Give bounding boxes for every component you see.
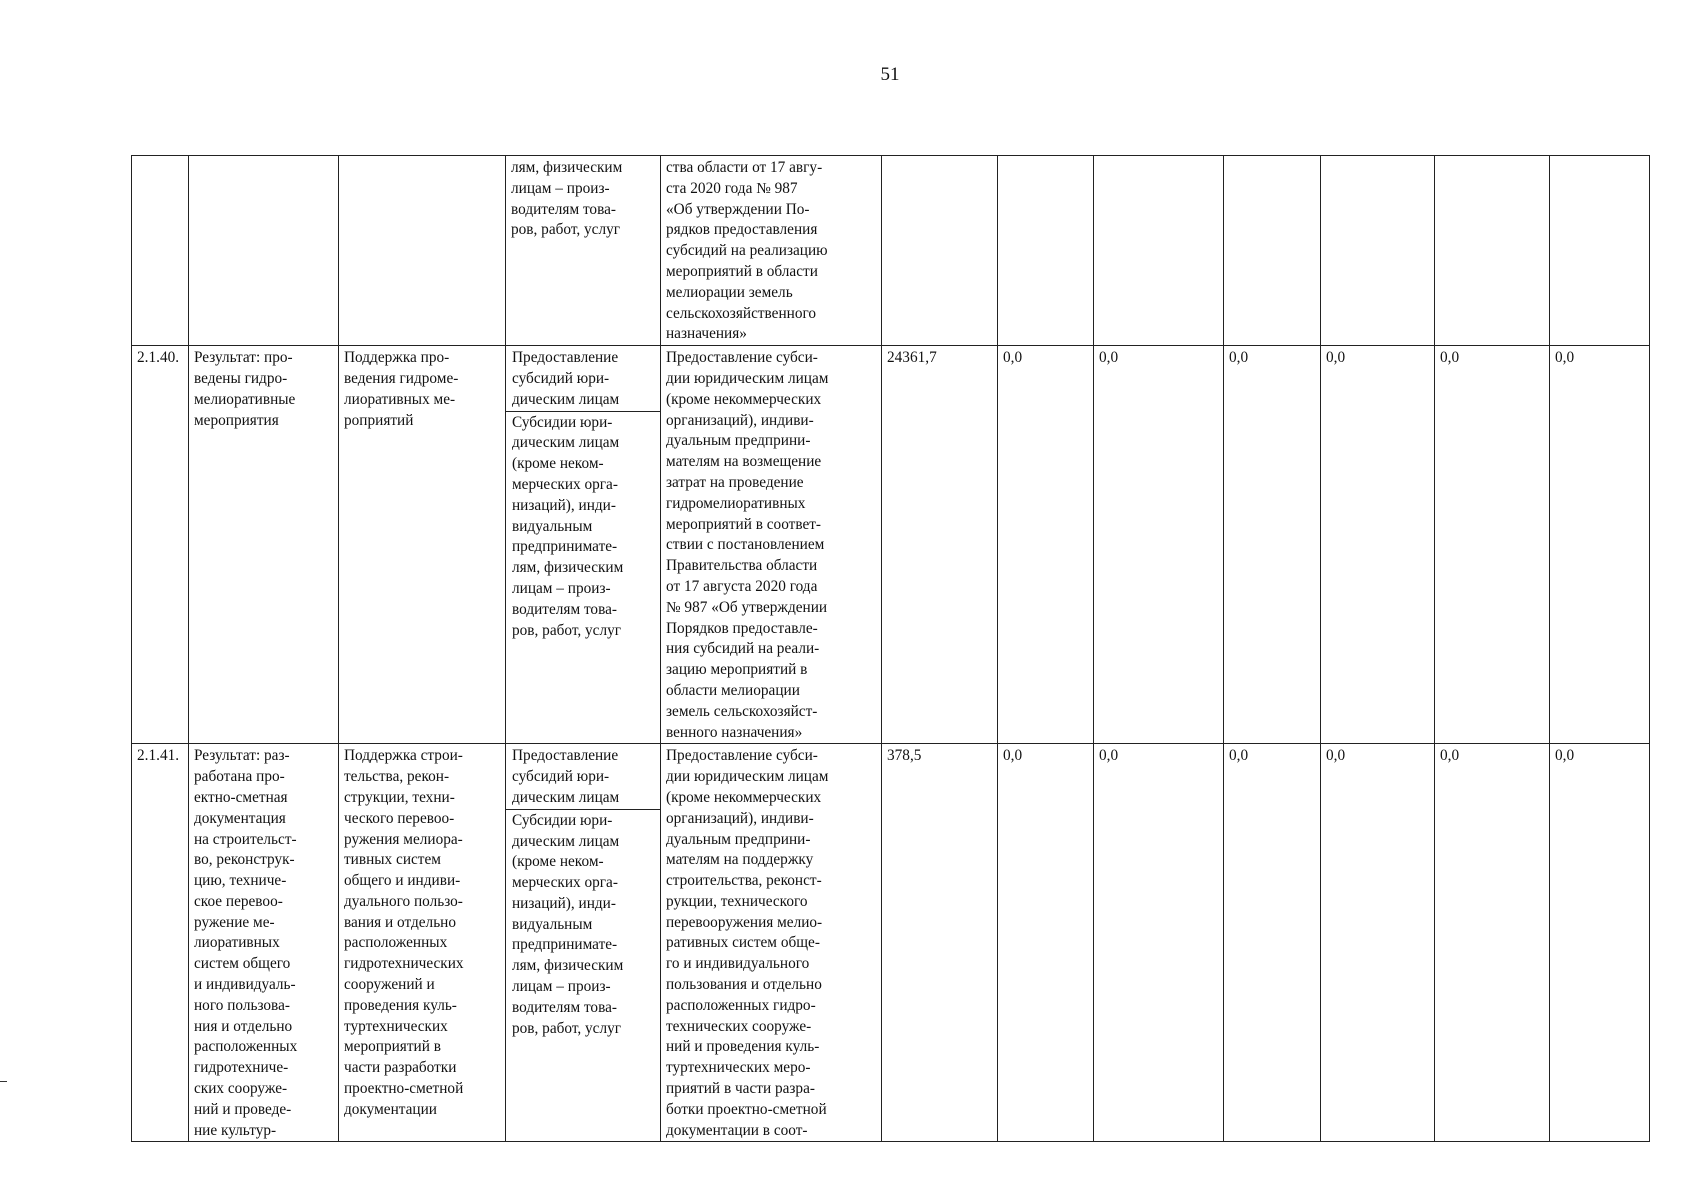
row-number: 2.1.40. — [132, 346, 189, 744]
row-number — [132, 156, 189, 346]
value-cell: 0,0 — [1550, 346, 1650, 744]
support-recipients: Субсидии юри- дическим лицам (кроме неком- мерческих орга- низаций), инди- видуальным предпринимате- лям, физическим лицам – произ- водителям това- ров, работ, услуг — [512, 811, 624, 1037]
support-type-cell — [506, 346, 661, 744]
support-recipients: Субсидии юри- дическим лицам (кроме неком- мерческих орга- низаций), инди- видуальным предпринимате- лям, физическим лицам – произ- водителям това- ров, работ, услуг — [512, 413, 624, 639]
value-cell — [1094, 156, 1224, 346]
value-cell — [998, 156, 1094, 346]
value-cell: 0,0 — [1435, 744, 1550, 1142]
support-type-cell: лям, физическим лицам – произ- водителям това- ров, работ, услуг — [506, 156, 661, 346]
value-cell — [1224, 156, 1321, 346]
value-cell — [1435, 156, 1550, 346]
value-cell: 0,0 — [1224, 346, 1321, 744]
table-row — [132, 156, 1650, 346]
program-table — [131, 155, 1650, 1142]
description-cell: ства области от 17 авгу- ста 2020 года № 987 «Об утверждении По- рядков предоставления субсидий на реализацию мероприятий в области мелиорации земель сельскохозяйственного назначения» — [661, 156, 882, 346]
value-cell — [882, 156, 998, 346]
result-cell: Результат: раз- работана про- ектно-сметная документация на строительст- во, реконструк- цию, техниче- ское перевоо- ружение ме- лиоративных систем общего и индивидуаль- ного пользова- ния и отдельно расположенных гидротехниче- ских сооруже- ний и проведе- ние культур- — [189, 744, 339, 1142]
value-cell: 0,0 — [1550, 744, 1650, 1142]
result-cell — [189, 156, 339, 346]
value-cell: 0,0 — [998, 346, 1094, 744]
result-cell: Результат: про- ведены гидро- мелиоративные мероприятия — [189, 346, 339, 744]
support-form: Предоставление субсидий юри- дическим лицам — [506, 346, 660, 411]
support-type-cell — [506, 744, 661, 1142]
value-cell — [1550, 156, 1650, 346]
value-cell: 0,0 — [1224, 744, 1321, 1142]
value-cell: 378,5 — [882, 744, 998, 1142]
table-row — [132, 744, 1650, 1142]
measure-cell: Поддержка про- ведения гидроме- лиоративных ме- роприятий — [339, 346, 506, 744]
value-cell: 0,0 — [1435, 346, 1550, 744]
value-cell: 0,0 — [1321, 346, 1435, 744]
support-form: Предоставление субсидий юри- дическим лицам — [506, 744, 660, 809]
value-cell — [1321, 156, 1435, 346]
measure-cell: Поддержка строи- тельства, рекон- струкции, техни- ческого перевоо- ружения мелиора- тивных систем общего и индиви- дуального пользо- вания и отдельно расположенных гидротехнических сооружений и проведения куль- туртехнических мероприятий в части разработки проектно-сметной документации — [339, 744, 506, 1142]
description-cell: Предоставление субси- дии юридическим лицам (кроме некоммерческих организаций), индиви- дуальным предприни- мателям на возмещение затрат на проведение гидромелиоративных мероприятий в соответ- ствии с постановлением Правительства области от 17 августа 2020 года № 987 «Об утверждении Порядков предоставле- ния субсидий на реали- зацию мероприятий в области мелиорации земель сельскохозяйст- венного назначения» — [661, 346, 882, 744]
value-cell: 0,0 — [1094, 744, 1224, 1142]
value-cell: 0,0 — [1094, 346, 1224, 744]
value-cell: 0,0 — [998, 744, 1094, 1142]
row-number: 2.1.41. — [132, 744, 189, 1142]
description-cell: Предоставление субси- дии юридическим лицам (кроме некоммерческих организаций), индиви- дуальным предприни- мателям на поддержку строительства, реконст- рукции, технического перевооружения мелио- ративных систем обще- го и индивидуального пользования и отдельно расположенных гидро- технических сооруже- ний и проведения куль- туртехнических меро- приятий в части разра- ботки проектно-сметной документации в соот- — [661, 744, 882, 1142]
measure-cell — [339, 156, 506, 346]
value-cell: 24361,7 — [882, 346, 998, 744]
margin-mark — [0, 1081, 7, 1082]
table-row — [132, 346, 1650, 744]
value-cell: 0,0 — [1321, 744, 1435, 1142]
page-number: 51 — [880, 64, 900, 85]
